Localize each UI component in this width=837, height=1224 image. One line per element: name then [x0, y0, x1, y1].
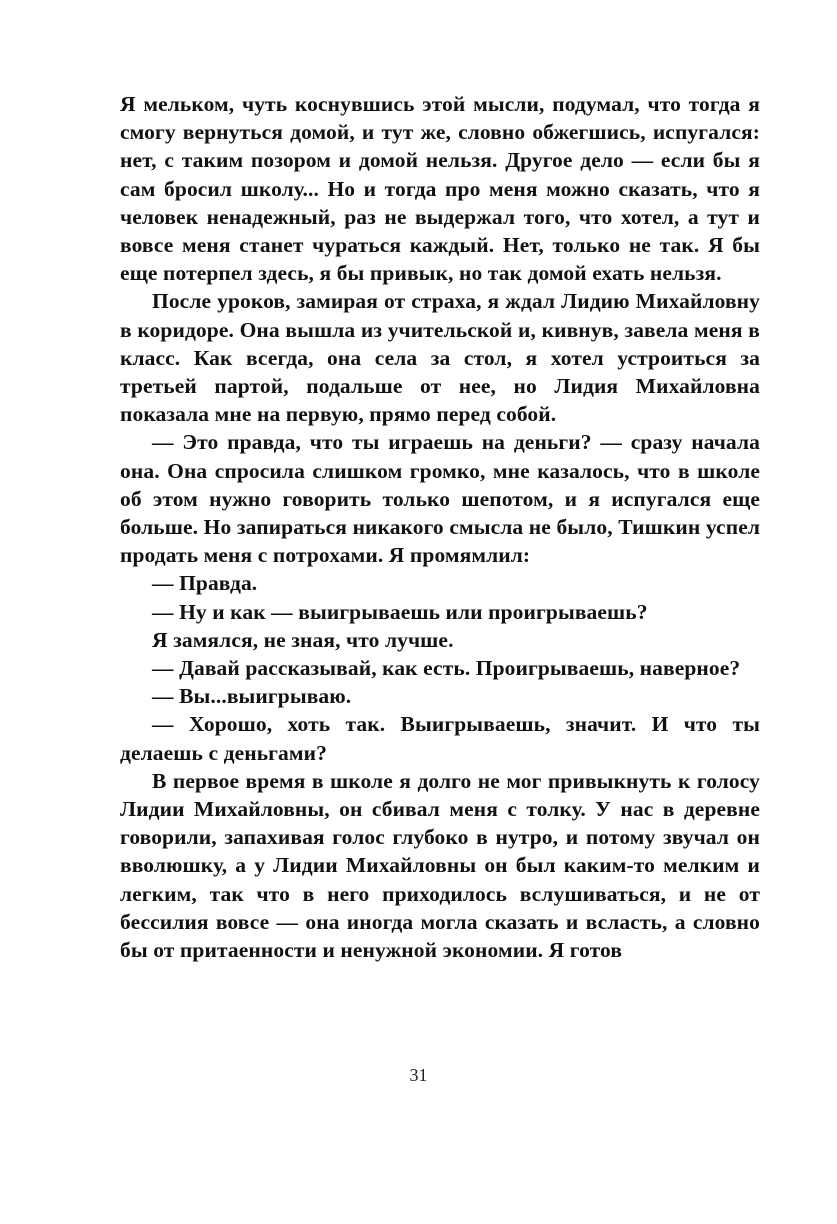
paragraph-3: — Это правда, что ты играешь на деньги? — сразу начала она. Она спросила слишком громко, мне казалось, что в школе об этом нужно говорить только шепотом, и я испугался еще больше. Но запираться никакого смысла не было, Тишкин успел продать меня с потрохами. Я промямлил: [120, 430, 760, 568]
page-text [120, 90, 760, 964]
paragraph-5: — Ну и как — выигрываешь или проигрываешь? [152, 599, 648, 624]
paragraph-8: — Вы...выигрываю. [152, 684, 352, 709]
paragraph-10: В первое время в школе я долго не мог привыкнуть к голосу Лидии Михайловны, он сбивал меня с толку. У нас в деревне говорили, запахивая голос глубоко в нутро, и потому звучал он вволюшку, а у Лидии Михайловны он был каким-то мелким и легким, так что в него приходилось вслушиваться, и не от бессилия вовсе — она иногда могла сказать и всласть, а словно бы от притаенности и ненужной экономии. Я готов [120, 768, 760, 963]
paragraph-7: — Давай рассказывай, как есть. Проигрываешь, наверное? [152, 656, 741, 681]
page-number: 31 [409, 1065, 428, 1085]
paragraph-6: Я замялся, не зная, что лучше. [152, 627, 454, 652]
paragraph-2: После уроков, замирая от страха, я ждал Лидию Михайловну в коридоре. Она вышла из учительской и, кивнув, завела меня в класс. Как всегда, она села за стол, я хотел устроиться за третьей партой, подальше от нее, но Лидия Михайловна показала мне на первую, прямо перед собой. [120, 289, 760, 427]
paragraph-4: — Правда. [152, 571, 258, 596]
paragraph-9: — Хорошо, хоть так. Выигрываешь, значит. И что ты делаешь с деньгами? [120, 712, 760, 765]
paragraph-1: Я мельком, чуть коснувшись этой мысли, подумал, что тогда я смогу вернуться домой, и тут же, словно обжегшись, испугался: нет, с таким позором и домой нельзя. Другое дело — если бы я сам бросил школу... Но и тогда про меня можно сказать, что я человек ненадежный, раз не выдержал того, что хотел, а тут и вовсе меня станет чураться каждый. Нет, только не так. Я бы еще потерпел здесь, я бы привык, но так домой ехать нельзя. [120, 92, 760, 286]
